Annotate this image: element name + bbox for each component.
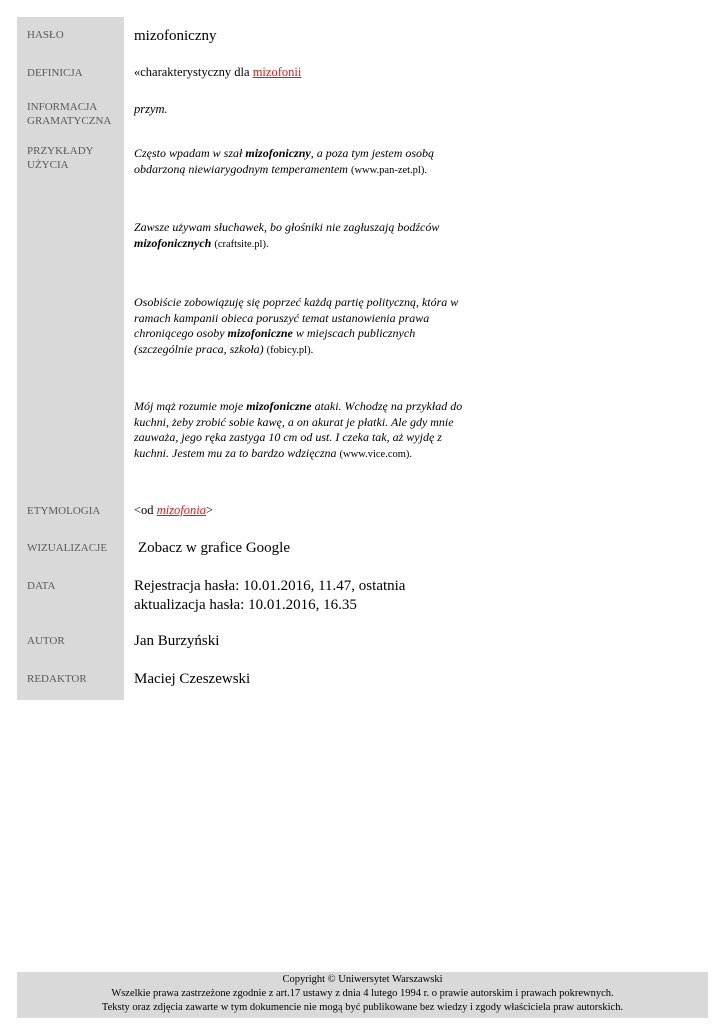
example-2-headword: mizofonicznych bbox=[134, 235, 212, 250]
author-value: Jan Burzyński bbox=[134, 633, 220, 649]
definition-text: «charakterystyczny dla bbox=[134, 65, 253, 79]
example-4-headword: mizofoniczne bbox=[246, 399, 312, 413]
label-visualization: WIZUALIZACJE bbox=[17, 531, 124, 569]
etymology bbox=[124, 494, 474, 531]
row-editor bbox=[17, 662, 725, 700]
label-editor: REDAKTOR bbox=[17, 662, 124, 700]
label-etymology: ETYMOLOGIA bbox=[17, 494, 124, 531]
row-author bbox=[17, 624, 725, 662]
grammar-value: przym. bbox=[134, 102, 168, 116]
label-grammar bbox=[17, 91, 124, 136]
row-definition bbox=[17, 54, 725, 91]
row-etymology bbox=[17, 494, 725, 531]
label-examples-line1: PRZYKŁADY bbox=[27, 145, 94, 157]
row-examples bbox=[17, 136, 725, 494]
headword: mizofoniczny bbox=[134, 28, 217, 44]
examples-list bbox=[124, 136, 474, 494]
label-examples-line2: UŻYCIA bbox=[27, 159, 69, 171]
label-headword: HASŁO bbox=[17, 17, 124, 54]
example-1-headword: mizofoniczny bbox=[245, 146, 311, 160]
label-author: AUTOR bbox=[17, 624, 124, 662]
example-3-headword: mizofoniczne bbox=[227, 326, 293, 340]
row-grammar bbox=[17, 91, 725, 136]
editor-value: Maciej Czeszewski bbox=[134, 671, 251, 687]
example-3: Osobiście zobowiązuję się poprzeć każdą partię polityczną, która w ramach kampanii obieca poruszyć temat ustanowienia prawa chroniącego osoby mizofoniczne w miejscach publicznych (szczególnie praca, szkoła) (fobicy.pl). bbox=[134, 295, 459, 356]
example-1-source: (www.pan-zet.pl) bbox=[350, 164, 425, 176]
label-definition: DEFINICJA bbox=[17, 54, 124, 91]
example-4: Mój mąż rozumie moje mizofoniczne ataki. Wchodzę na przykład do kuchni, żeby zrobić sobie kawę, a on akurat je płatki. Ale gdy mnie zauważa, jego ręka zastyga 10 cm od ust. I czeka tak, aż wyjdę z kuchni. Jestem mu za to bardzo wdzięczna (www.vice.com). bbox=[134, 399, 463, 460]
footer-copyright: Copyright © Uniwersytet Warszawski bbox=[282, 974, 443, 985]
example-3-source: (fobicy.pl) bbox=[266, 344, 311, 356]
label-examples bbox=[17, 136, 124, 494]
example-2: Zawsze używam słuchawek, bo głośniki nie zagłuszają bodźców mizofonicznych (craftsite.pl). bbox=[134, 220, 440, 250]
example-4-source: (www.vice.com) bbox=[339, 448, 410, 460]
etymology-suffix: > bbox=[206, 503, 214, 517]
footer-rights: Wszelkie prawa zastrzeżone zgodnie z art.17 ustawy z dnia 4 lutego 1994 r. o prawie autorskim i prawach pokrewnych. bbox=[111, 988, 614, 999]
date-line1: Rejestracja hasła: 10.01.2016, 11.47, ostatnia bbox=[134, 578, 406, 594]
row-date bbox=[17, 569, 725, 624]
dictionary-entry bbox=[17, 17, 725, 700]
copyright-footer bbox=[17, 972, 708, 1018]
label-grammar-line2: GRAMATYCZNA bbox=[27, 115, 112, 127]
example-2-source: (craftsite.pl) bbox=[214, 238, 266, 250]
etymology-prefix: <od bbox=[134, 503, 157, 517]
example-1: Często wpadam w szał mizofoniczny, a poza tym jestem osobą obdarzoną niewiarygodnym temperamentem (www.pan-zet.pl). bbox=[134, 146, 435, 176]
footer-notice: Teksty oraz zdjęcia zawarte w tym dokumencie nie mogą być publikowane bez wiedzy i zgody właściciela praw autorskich. bbox=[101, 1002, 624, 1013]
row-visualization bbox=[17, 531, 725, 569]
google-images-link[interactable]: Zobacz w grafice Google bbox=[138, 540, 291, 556]
label-grammar-line1: INFORMACJA bbox=[27, 101, 98, 113]
date-value bbox=[124, 569, 494, 624]
etymology-link[interactable]: mizofonia bbox=[156, 503, 206, 517]
label-date: DATA bbox=[17, 569, 124, 624]
date-line2: aktualizacja hasła: 10.01.2016, 16.35 bbox=[134, 597, 357, 613]
row-headword bbox=[17, 17, 725, 54]
definition bbox=[124, 54, 474, 91]
definition-link[interactable]: mizofonii bbox=[252, 65, 302, 79]
